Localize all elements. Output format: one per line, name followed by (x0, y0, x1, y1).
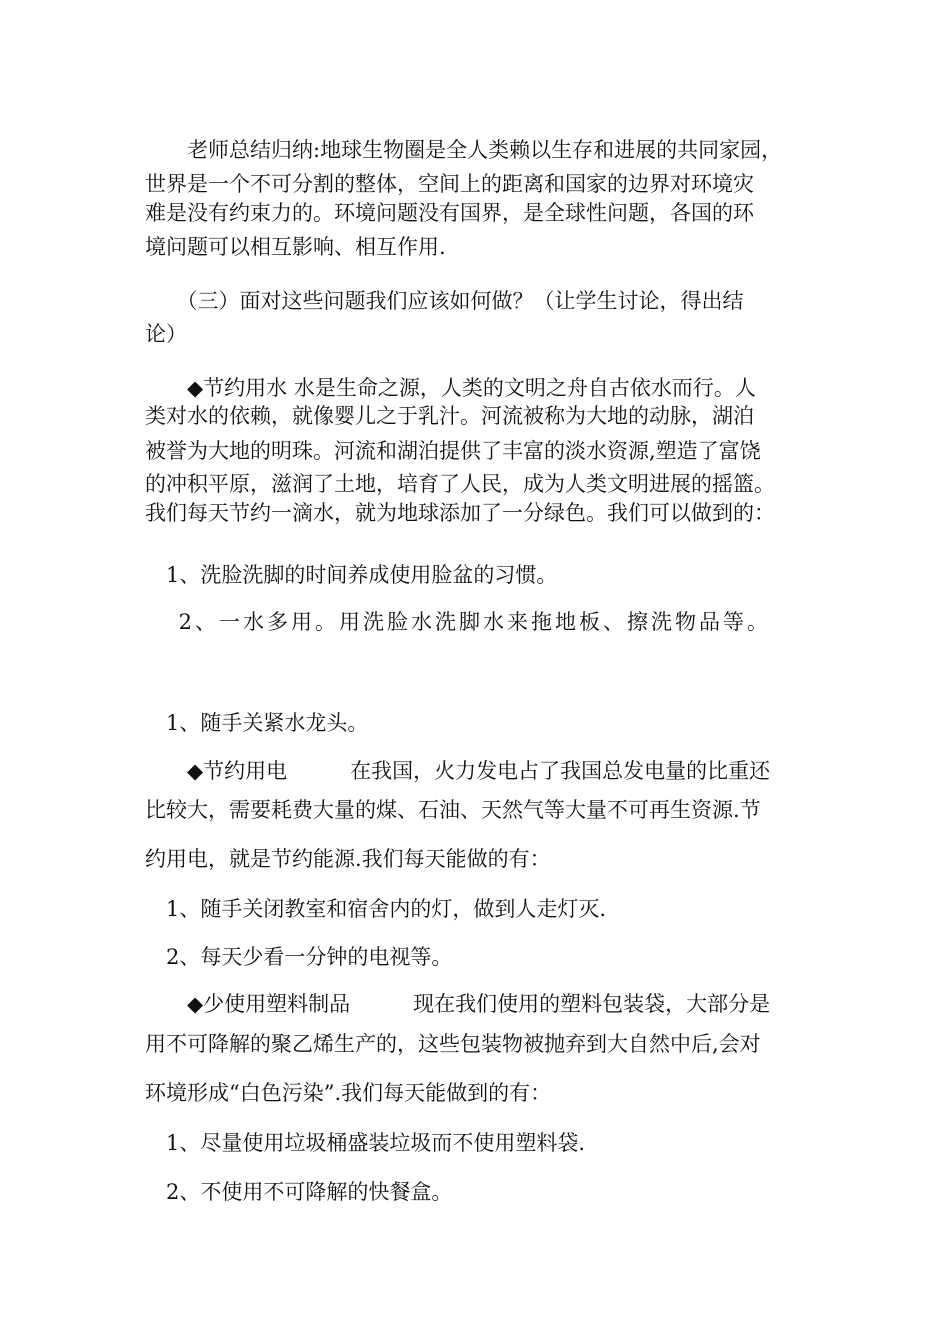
list-item-water-1: 1、洗脸洗脚的时间养成使用脸盆的习惯。 (145, 563, 558, 587)
paragraph-teacher-summary-line-3: 难是没有约束力的。环境问题没有国界，是全球性问题，各国的环 (145, 201, 754, 225)
paragraph-save-electricity-line-2: 比较大，需要耗费大量的煤、石油、天然气等大量不可再生资源.节 (145, 798, 761, 822)
paragraph-save-electricity-line-1: ◆节约用电 在我国，火力发电占了我国总发电量的比重还 (145, 759, 771, 783)
paragraph-save-water-line-2: 类对水的依赖，就像婴儿之于乳汁。河流被称为大地的动脉，湖泊 (145, 404, 754, 428)
paragraph-less-plastic-line-2: 用不可降解的聚乙烯生产的，这些包装物被抛弃到大自然中后,会对 (145, 1032, 761, 1056)
paragraph-teacher-summary-line-1: 老师总结归纳:地球生物圈是全人类赖以生存和进展的共同家园， (145, 138, 783, 162)
list-item-plastic-1: 1、尽量使用垃圾桶盛装垃圾而不使用塑料袋. (145, 1131, 586, 1155)
paragraph-save-electricity-line-3: 约用电，就是节约能源.我们每天能做的有： (145, 847, 551, 871)
paragraph-teacher-summary-line-4: 境问题可以相互影响、相互作用. (145, 235, 446, 259)
paragraph-save-water-line-5: 我们每天节约一滴水，就为地球添加了一分绿色。我们可以做到的： (145, 501, 775, 525)
paragraph-less-plastic-line-1: ◆少使用塑料制品 现在我们使用的塑料包装袋，大部分是 (145, 992, 771, 1016)
list-item-plastic-2: 2、不使用不可降解的快餐盒。 (145, 1180, 453, 1204)
section-three-heading-line-1: （三）面对这些问题我们应该如何做？（让学生讨论，得出结 (145, 289, 744, 313)
paragraph-save-water-line-1: ◆节约用水 水是生命之源，人类的文明之舟自古依水而行。人 (145, 376, 756, 400)
paragraph-save-water-line-4: 的冲积平原，滋润了土地，培育了人民，成为人类文明进展的摇篮。 (145, 472, 775, 496)
paragraph-save-water-line-3: 被誉为大地的明珠。河流和湖泊提供了丰富的淡水资源,塑造了富饶 (145, 439, 761, 463)
list-item-electricity-1: 1、随手关闭教室和宿舍内的灯，做到人走灯灭. (145, 897, 607, 921)
list-item-water-2: 2、一水多用。用洗脸水洗脚水来拖地板、擦洗物品等。 (145, 610, 772, 634)
paragraph-less-plastic-line-3: 环境形成“白色污染”.我们每天能做到的有： (145, 1081, 552, 1105)
paragraph-teacher-summary-line-2: 世界是一个不可分割的整体，空间上的距离和国家的边界对环境灾 (145, 172, 754, 196)
list-item-water-3: 1、随手关紧水龙头。 (145, 711, 369, 735)
list-item-electricity-2: 2、每天少看一分钟的电视等。 (145, 945, 453, 969)
section-three-heading-line-2: 论） (145, 322, 187, 346)
